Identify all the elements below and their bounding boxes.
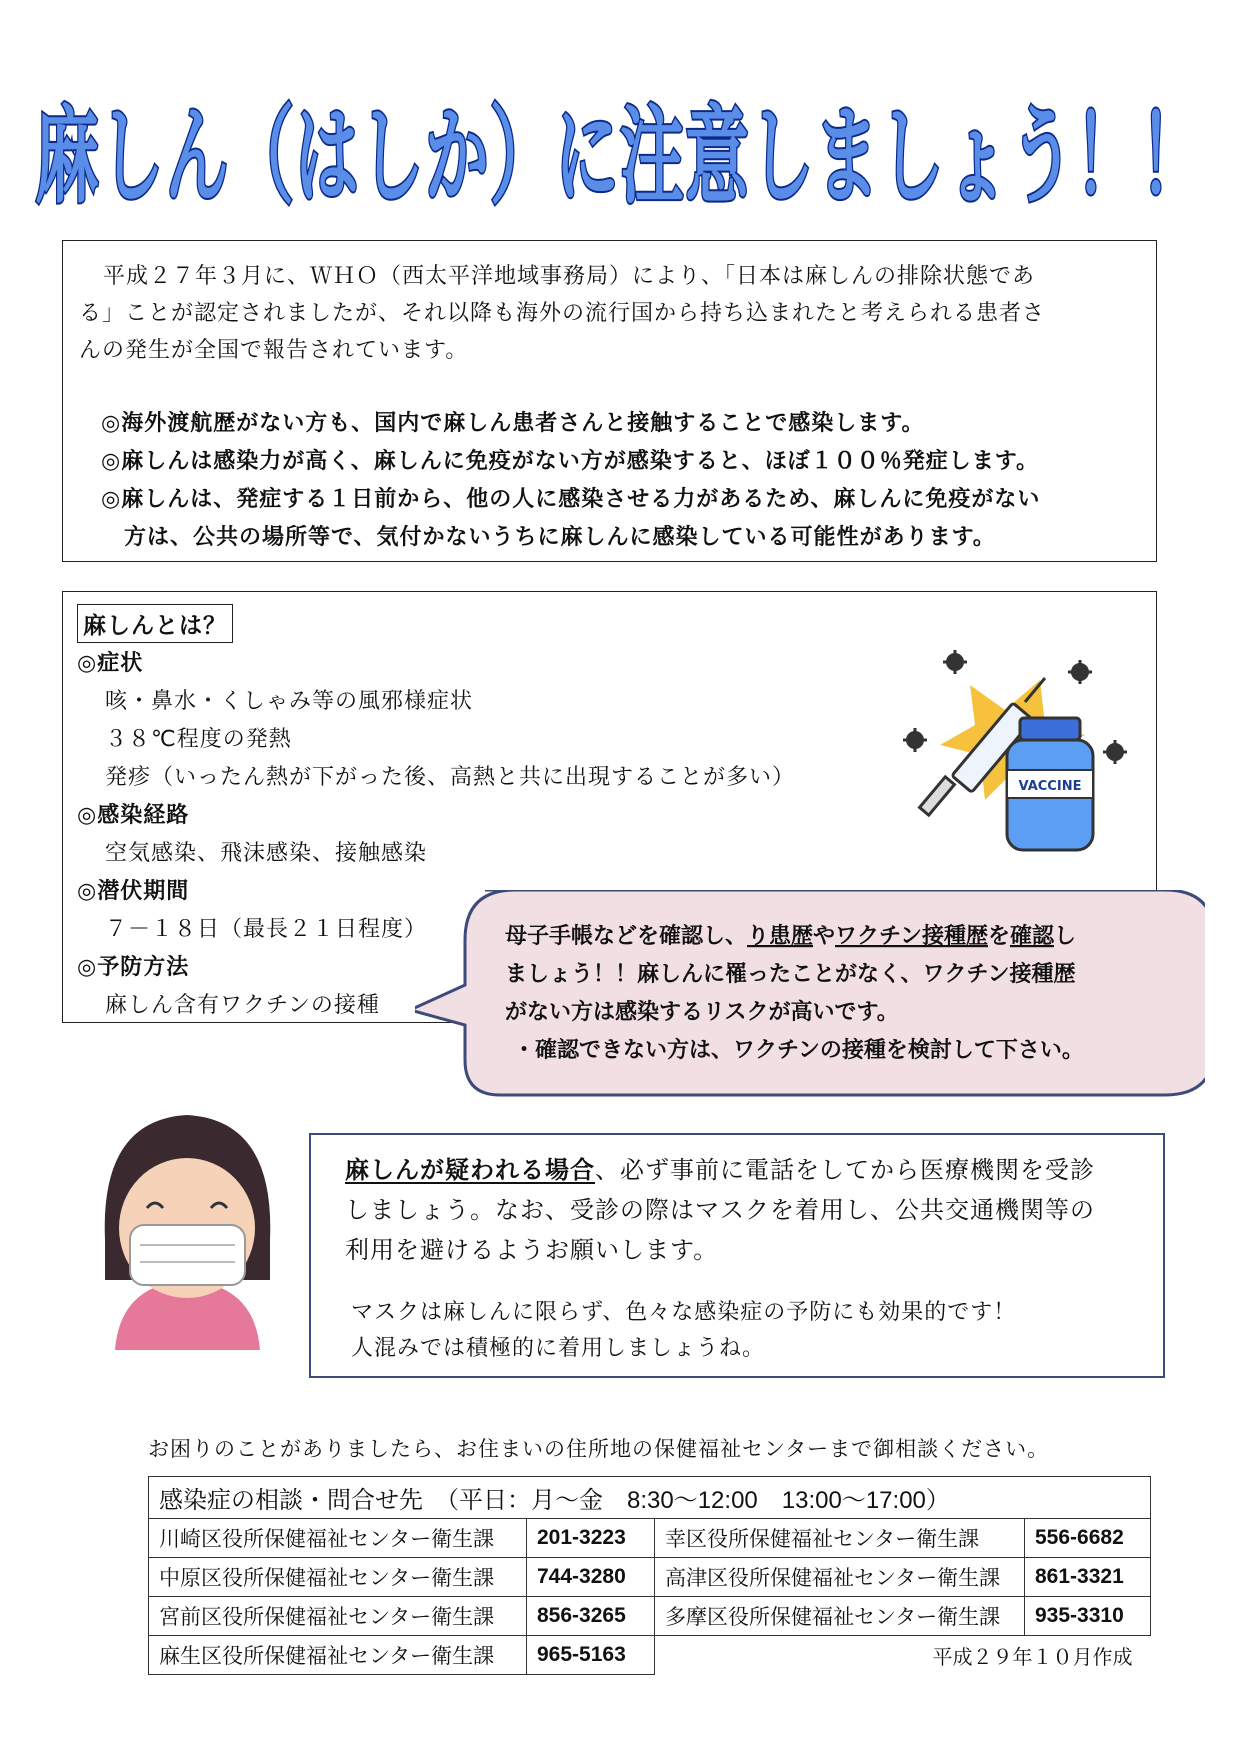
office-phone: 201-3223	[527, 1519, 655, 1558]
office-phone: 935-3310	[1025, 1597, 1151, 1636]
mask-note-2: 人混みでは積極的に着用しましょうね。	[351, 1336, 766, 1361]
bubble-shape	[415, 890, 1205, 1095]
created-date: 平成２９年１０月作成	[932, 1646, 1133, 1669]
office-phone: 856-3265	[527, 1597, 655, 1636]
symptom-3: 発疹（いったん熱が下がった後、高熱と共に出現することが多い）	[105, 765, 796, 790]
office-name: 中原区役所保健福祉センター衛生課	[149, 1558, 527, 1597]
mask-note-1: マスクは麻しんに限らず、色々な感染症の予防にも効果的です！	[351, 1300, 1017, 1325]
intro-point-3: ◎麻しんは、発症する１日前から、他の人に感染させる力があるため、麻しんに免疫がない	[101, 487, 1041, 512]
info-bubble	[415, 890, 1205, 1100]
consult-note: お困りのことがありましたら、お住まいの住所地の保健福祉センターまで御相談ください。	[148, 1437, 1050, 1461]
incubation-heading: ◎潜伏期間	[77, 879, 190, 904]
table-row	[149, 1636, 1151, 1675]
mask-line-1-rest: 、必ず事前に電話をしてから医療機関を受診	[595, 1156, 1095, 1184]
intro-line-3: んの発生が全国で報告されています。	[79, 338, 469, 363]
table-header-row	[149, 1477, 1151, 1519]
table-row	[149, 1558, 1151, 1597]
consultation-box	[309, 1133, 1165, 1378]
office-name: 幸区役所保健福祉センター衛生課	[655, 1519, 1025, 1558]
symptom-1: 咳・鼻水・くしゃみ等の風邪様症状	[105, 689, 474, 714]
table-row	[149, 1519, 1151, 1558]
route-text: 空気感染、飛沫感染、接触感染	[105, 841, 428, 866]
office-name: 宮前区役所保健福祉センター衛生課	[149, 1597, 527, 1636]
mask-icon	[130, 1225, 245, 1285]
woman-mask-illustration	[95, 1100, 280, 1350]
mask-line-3: 利用を避けるようお願いします。	[345, 1236, 719, 1264]
about-heading: 麻しんとは？	[77, 604, 233, 643]
prevention-text: 麻しん含有ワクチンの接種	[105, 993, 380, 1018]
incubation-text: ７－１８日（最長２１日程度）	[105, 917, 428, 942]
office-phone: 861-3321	[1025, 1558, 1151, 1597]
route-heading: ◎感染経路	[77, 803, 190, 828]
office-name: 高津区役所保健福祉センター衛生課	[655, 1558, 1025, 1597]
office-name: 多摩区役所保健福祉センター衛生課	[655, 1597, 1025, 1636]
suspected-case-label: 麻しんが疑われる場合	[345, 1156, 595, 1184]
table-row	[149, 1597, 1151, 1636]
intro-box	[62, 240, 1157, 562]
intro-line-1: 平成２７年３月に、ＷＨＯ（西太平洋地域事務局）により、「日本は麻しんの排除状態であ	[103, 264, 1036, 289]
intro-point-4: 方は、公共の場所等で、気付かないうちに麻しんに感染している可能性があります。	[101, 525, 996, 550]
office-phone: 965-5163	[527, 1636, 655, 1675]
prevention-heading: ◎予防方法	[77, 955, 190, 980]
svg-text:麻しん（はしか）に注意しましょう！！: 麻しん（はしか）に注意しましょう！！	[35, 95, 1205, 215]
office-name: 麻生区役所保健福祉センター衛生課	[149, 1636, 527, 1675]
mask-line-1	[345, 1150, 1095, 1185]
intro-line-2: る」ことが認定されましたが、それ以降も海外の流行国から持ち込まれたと考えられる患者さ	[79, 301, 1046, 326]
bubble-text: 母子手帳などを確認し、り患歴やワクチン接種歴を確認し ましょう！！麻しんに罹ったことがなく、ワクチン接種歴 がない方は感染するリスクが高いです。 ・確認できない方は、ワクチンの接種を検討して下さい。	[505, 924, 1084, 1063]
intro-point-2: ◎麻しんは感染力が高く、麻しんに免疫がない方が感染すると、ほぼ１００％発症します。	[101, 449, 1039, 474]
symptom-2: ３８℃程度の発熱	[105, 727, 292, 752]
table-header: 感染症の相談・問合せ先 （平日：月～金 8:30～12:00 13:00～17:00）	[149, 1477, 1151, 1519]
symptoms-heading: ◎症状	[77, 651, 144, 676]
office-phone: 744-3280	[527, 1558, 655, 1597]
vaccine-illustration	[895, 640, 1135, 860]
mask-line-2: しましょう。なお、受診の際はマスクを着用し、公共交通機関等の	[345, 1196, 1095, 1224]
intro-point-1: ◎海外渡航歴がない方も、国内で麻しん患者さんと接触することで感染します。	[101, 411, 925, 436]
page-title	[30, 85, 1210, 215]
vaccine-bottle-icon	[1007, 718, 1093, 850]
office-phone: 556-6682	[1025, 1519, 1151, 1558]
vaccine-label: VACCINE	[1018, 779, 1082, 794]
contact-table	[148, 1476, 1151, 1675]
office-name: 川崎区役所保健福祉センター衛生課	[149, 1519, 527, 1558]
